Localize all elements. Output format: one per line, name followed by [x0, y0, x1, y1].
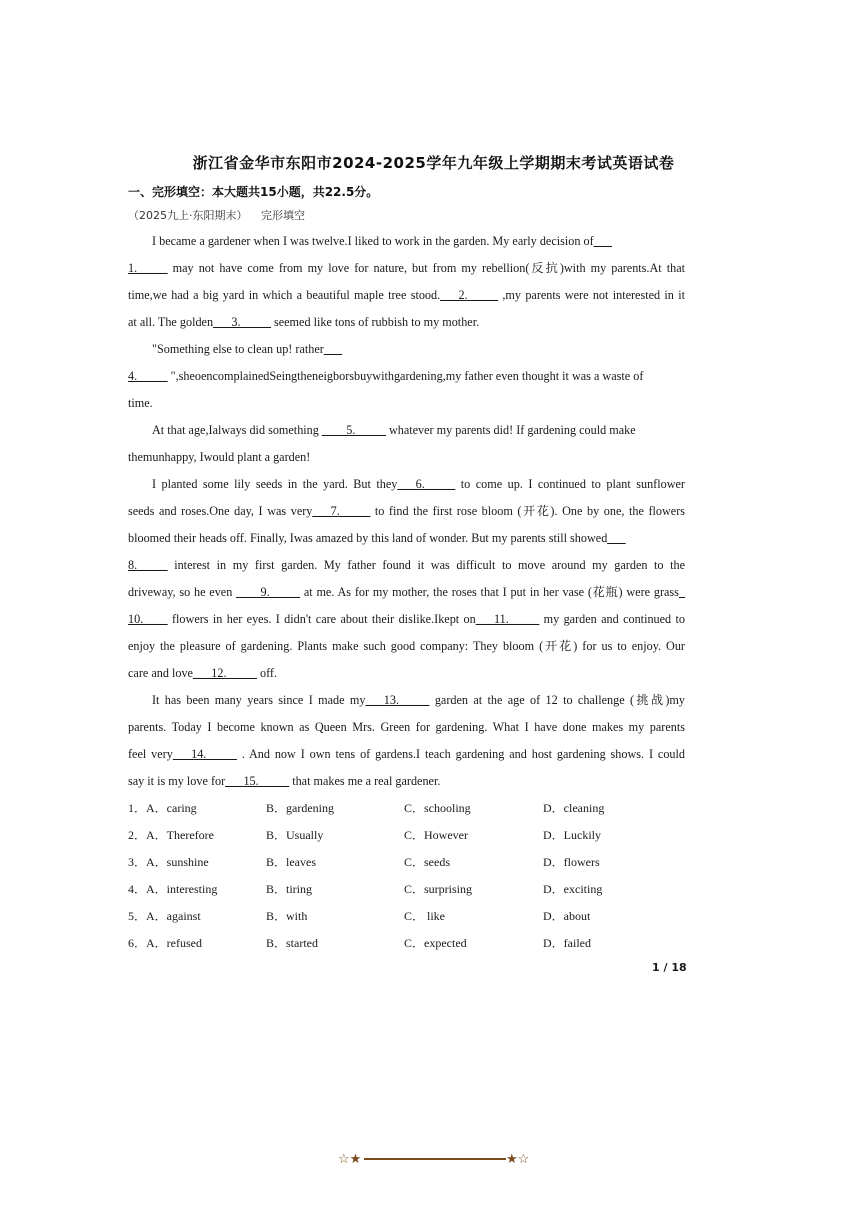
- option-choice: D．about: [543, 909, 591, 923]
- option-row: [128, 903, 685, 930]
- option-choice: B．tiring: [266, 882, 313, 896]
- passage-text: It has been many years since I made my: [152, 693, 366, 707]
- source-tag: （2025九上·东阳期末）: [128, 209, 248, 222]
- passage-line: [128, 309, 685, 336]
- question-source: [128, 207, 315, 223]
- passage-line: [128, 768, 685, 795]
- blank-marker: 1._____: [128, 261, 168, 275]
- option-choice: 5．A．against: [128, 909, 201, 923]
- blank-marker: ___14._____: [172, 747, 237, 761]
- blank-marker: ___3._____: [213, 315, 271, 329]
- passage-text: seeds and roses.One day, I was very: [128, 504, 313, 518]
- blank-marker: 4._____: [128, 369, 168, 383]
- star-left-icon: ☆★: [338, 1151, 362, 1166]
- blank-marker: _: [678, 585, 685, 599]
- passage-text: bloomed their heads off. Finally, Iwas amazed by this land of wonder. But my parents still showed: [128, 531, 608, 545]
- passage-text: say it is my love for: [128, 774, 226, 788]
- passage-text: at all. The golden: [128, 315, 214, 329]
- passage-text: "Something else to clean up! rather: [152, 342, 324, 356]
- passage-line: [128, 471, 685, 498]
- blank-marker: ____5._____: [321, 423, 386, 437]
- option-choice: D．exciting: [543, 882, 603, 896]
- passage-line: [128, 552, 685, 579]
- question-type: 完形填空: [261, 209, 305, 222]
- blank-marker: ___13._____: [365, 693, 430, 707]
- option-choice: D．cleaning: [543, 801, 605, 815]
- passage-text: that makes me a real gardener.: [289, 774, 441, 788]
- passage-line: [128, 633, 685, 660]
- option-choice: C． like: [404, 909, 445, 923]
- option-row: [128, 822, 685, 849]
- option-choice: 3．A．sunshine: [128, 855, 209, 869]
- option-choice: B．leaves: [266, 855, 316, 869]
- option-choice: 4．A．interesting: [128, 882, 218, 896]
- passage-line: [128, 255, 685, 282]
- passage-text: to find the first rose bloom (开花). One by one, the flowers: [370, 504, 685, 518]
- passage-line: [128, 579, 685, 606]
- passage-line: [128, 228, 685, 255]
- option-choice: D．failed: [543, 936, 591, 950]
- option-choice: C．expected: [404, 936, 467, 950]
- star-right-icon: ★☆: [506, 1151, 530, 1166]
- passage-line: [128, 417, 685, 444]
- option-row: [128, 876, 685, 903]
- option-choice: B．gardening: [266, 801, 334, 815]
- passage-line: [128, 282, 685, 309]
- answer-options: [128, 795, 685, 957]
- blank-marker: ___: [323, 342, 343, 356]
- passage-line: [128, 336, 685, 363]
- passage-line: [128, 498, 685, 525]
- passage-line: [128, 525, 685, 552]
- passage-text: time,we had a big yard in which a beautiful maple tree stood.: [128, 288, 441, 302]
- passage-text: ",sheoencomplainedSeingtheneigborsbuywithgardening,my father even thought it was a waste of: [167, 369, 644, 383]
- blank-marker: ___11._____: [475, 612, 540, 626]
- passage-text: driveway, so he even: [128, 585, 237, 599]
- blank-marker: ___: [607, 531, 626, 545]
- footer-rule: [364, 1158, 506, 1160]
- passage-text: my garden and continued to: [539, 612, 685, 626]
- blank-marker: ___: [593, 234, 612, 248]
- blank-marker: 10.____: [128, 612, 168, 626]
- option-choice: D．flowers: [543, 855, 600, 869]
- option-choice: C．schooling: [404, 801, 471, 815]
- passage-line: [128, 660, 685, 687]
- page-number: 1 / 18: [652, 961, 687, 974]
- blank-marker: 8._____: [128, 558, 168, 572]
- option-choice: D．Luckily: [543, 828, 601, 842]
- passage-line: [128, 444, 685, 471]
- passage-text: flowers in her eyes. I didn't care about their dislike.Ikept on: [167, 612, 476, 626]
- passage-line: [128, 741, 685, 768]
- passage-text: interest in my first garden. My father found it was difficult to move around my garden to the: [167, 558, 685, 572]
- option-choice: C．seeds: [404, 855, 450, 869]
- blank-marker: ____9._____: [236, 585, 301, 599]
- option-choice: C．surprising: [404, 882, 473, 896]
- cloze-passage: [128, 228, 685, 795]
- passage-line: [128, 606, 685, 633]
- passage-text: care and love: [128, 666, 193, 680]
- option-choice: 2．A．Therefore: [128, 828, 214, 842]
- passage-text: to come up. I continued to plant sunflower: [455, 477, 685, 491]
- passage-text: at me. As for my mother, the roses that I put in her vase (花瓶) were grass: [300, 585, 679, 599]
- passage-text: I became a gardener when I was twelve.I liked to work in the garden. My early decision of: [152, 234, 594, 248]
- option-choice: 1．A．caring: [128, 801, 197, 815]
- option-choice: 6．A．refused: [128, 936, 202, 950]
- blank-marker: ___12._____: [192, 666, 257, 680]
- blank-marker: ___6._____: [397, 477, 456, 491]
- blank-marker: ___7._____: [312, 504, 371, 518]
- footer-ornament: [338, 1150, 532, 1168]
- passage-text: I planted some lily seeds in the yard. But they: [152, 477, 398, 491]
- section-heading: 一、完形填空：本大题共15小题，共22.5分。: [128, 185, 379, 199]
- passage-text: enjoy the pleasure of gardening. Plants make such good company: They bloom (开花) for us to enjoy. Our: [128, 639, 685, 653]
- passage-text: At that age,Ialways did something: [152, 423, 322, 437]
- option-choice: C．However: [404, 828, 468, 842]
- option-row: [128, 930, 685, 957]
- option-choice: B．with: [266, 909, 308, 923]
- passage-text: themunhappy, Iwould plant a garden!: [128, 450, 311, 464]
- passage-text: . And now I own tens of gardens.I teach gardening and host gardening shows. I could: [236, 747, 685, 761]
- passage-text: whatever my parents did! If gardening could make: [385, 423, 636, 437]
- passage-line: [128, 687, 685, 714]
- passage-text: off.: [256, 666, 278, 680]
- passage-line: [128, 363, 685, 390]
- passage-text: garden at the age of 12 to challenge (挑战)my: [429, 693, 685, 707]
- exam-title: 浙江省金华市东阳市2024-2025学年九年级上学期期末考试英语试卷: [192, 154, 675, 172]
- option-choice: B．started: [266, 936, 318, 950]
- option-choice: B．Usually: [266, 828, 324, 842]
- passage-text: time.: [128, 396, 153, 410]
- option-row: [128, 849, 685, 876]
- passage-line: [128, 714, 685, 741]
- option-row: [128, 795, 685, 822]
- passage-text: parents. Today I become known as Queen Mrs. Green for gardening. What I have done makes my parents: [128, 720, 685, 734]
- blank-marker: ___15._____: [225, 774, 290, 788]
- passage-text: seemed like tons of rubbish to my mother.: [270, 315, 480, 329]
- passage-text: feel very: [128, 747, 173, 761]
- blank-marker: ___2._____: [440, 288, 499, 302]
- passage-text: ,my parents were not interested in it: [498, 288, 685, 302]
- passage-text: may not have come from my love for nature, but from my rebellion(反抗)with my parents.At that: [167, 261, 685, 275]
- passage-line: [128, 390, 685, 417]
